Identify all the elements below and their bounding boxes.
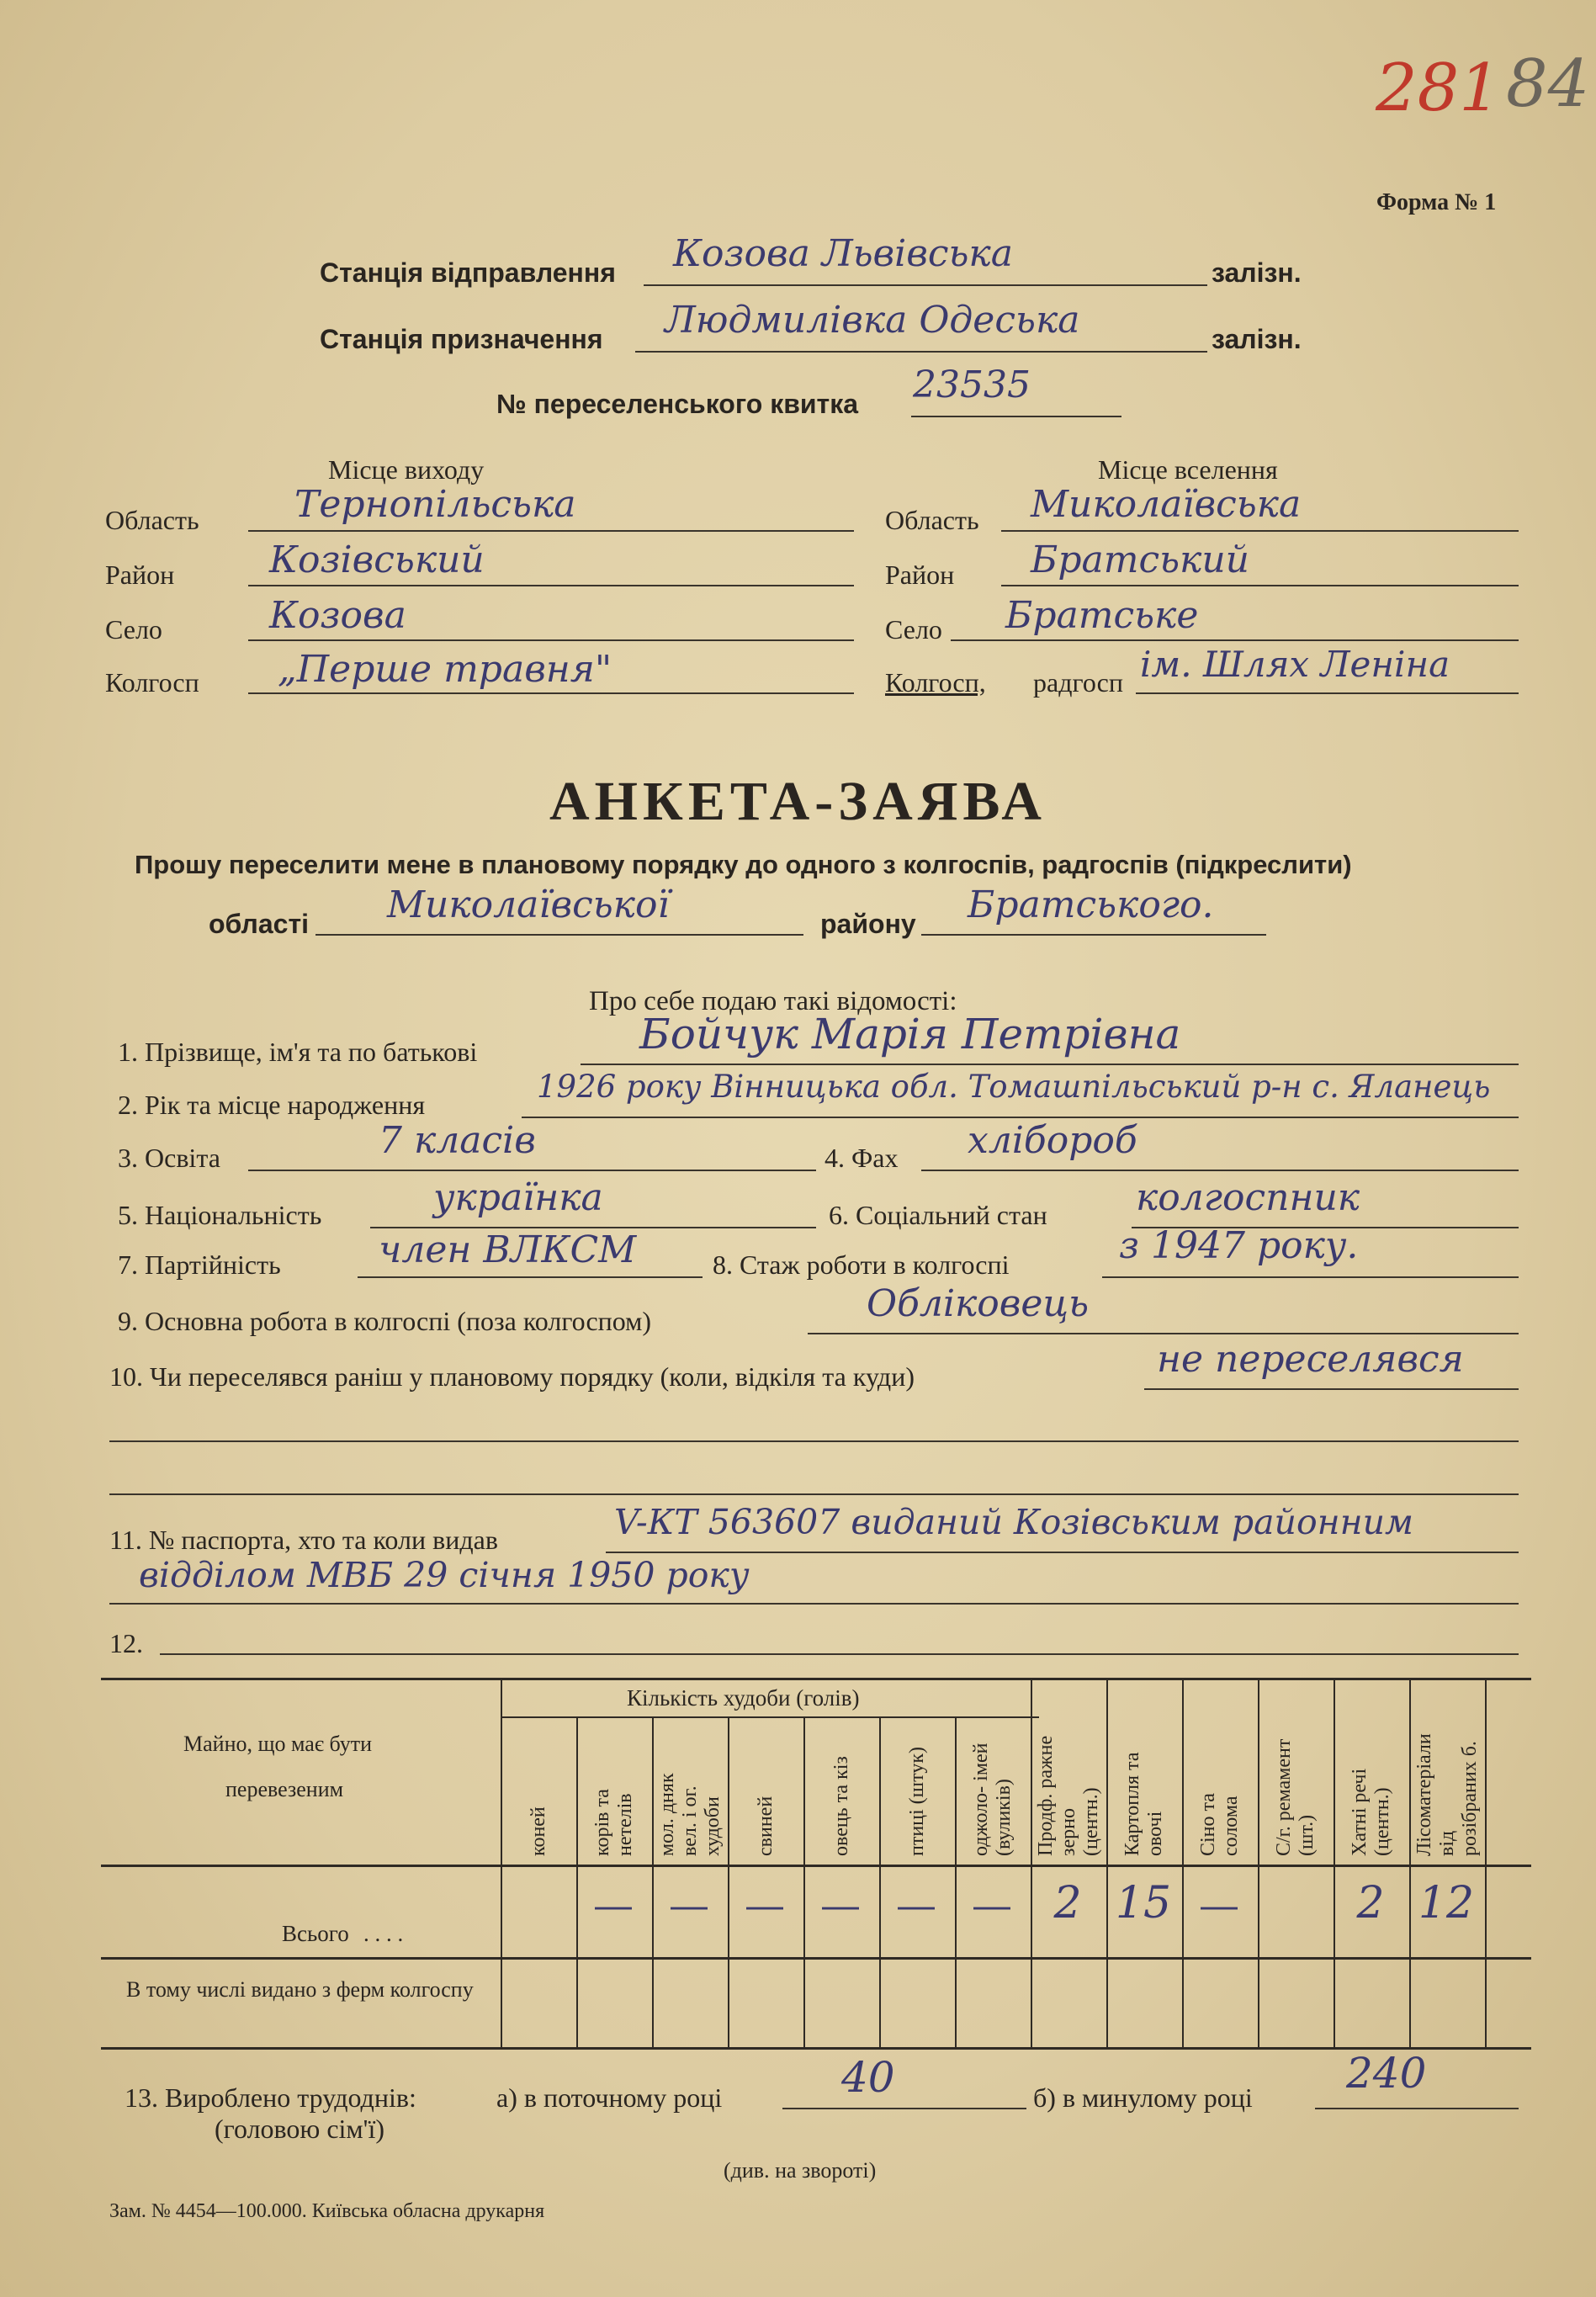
row-farm-label: В тому числі видано з ферм колгоспу: [126, 1977, 474, 2002]
q6-label: 6. Соціальний стан: [829, 1200, 1047, 1230]
q12-label: 12.: [109, 1628, 143, 1658]
q1-value: Бойчук Марія Петрівна: [639, 1010, 1181, 1058]
q9-label: 9. Основна робота в колгоспі (поза колгоспом): [118, 1306, 652, 1336]
table-column-header: [755, 1796, 777, 1856]
destination-heading: Місце вселення: [1098, 454, 1278, 485]
table-column-header-line: вел. і ог.: [678, 1785, 701, 1856]
row-total-label: Всього: [282, 1921, 349, 1946]
q5-label: 5. Національність: [118, 1200, 322, 1230]
printer-imprint: Зам. № 4454—100.000. Київська обласна друкарня: [109, 2200, 545, 2222]
q3-label: 3. Освіта: [118, 1143, 220, 1173]
request-text: Прошу переселити мене в плановому порядку до одного з колгоспів, радгоспів (підкреслити): [135, 850, 1352, 879]
q11-label: 11. № паспорта, хто та коли видав: [109, 1525, 498, 1555]
q8-label: 8. Стаж роботи в колгоспі: [713, 1249, 1010, 1280]
table-column-header-line: свиней: [754, 1796, 777, 1856]
origin-oblast-value: Тернопільська: [294, 483, 576, 526]
q9-value: Обліковець: [867, 1282, 1090, 1325]
table-column-header-line: Лісоматеріали: [1413, 1733, 1435, 1856]
origin-raion-label: Район: [105, 560, 175, 590]
dest-selo-value: Братське: [1005, 594, 1199, 637]
dest-raion-label: Район: [885, 560, 955, 590]
origin-selo-value: Козова: [269, 594, 406, 637]
table-column-header-line: від: [1435, 1830, 1458, 1856]
table-column-header: [656, 1773, 724, 1856]
table-column-divider: [576, 1716, 578, 2047]
table-column-header-line: Хатні речі: [1349, 1768, 1371, 1856]
table-column-divider: [728, 1716, 729, 2047]
table-column-divider: [1182, 1678, 1184, 2047]
table-column-header: [1121, 1753, 1167, 1857]
request-oblast-value: Миколаївської: [387, 883, 670, 926]
table-column-header-line: розібраних б.: [1458, 1741, 1481, 1856]
q10-value: не переселявся: [1157, 1338, 1464, 1381]
origin-heading: Місце виходу: [328, 454, 485, 485]
form-title: АНКЕТА-ЗАЯВА: [549, 771, 1047, 832]
ticket-label: № переселенського квитка: [496, 389, 859, 419]
table-column-header: [906, 1747, 929, 1856]
table-total-cell: —: [822, 1885, 859, 1926]
table-column-header: [1273, 1739, 1318, 1856]
table-column-divider: [1409, 1678, 1411, 2047]
livestock-group-header: Кількість худоби (голів): [627, 1685, 860, 1711]
ticket-value: 23535: [913, 363, 1031, 406]
q1-label: 1. Прізвище, ім'я та по батькові: [118, 1037, 478, 1067]
table-column-header-line: коней: [527, 1806, 549, 1856]
table-total-cell: 12: [1418, 1878, 1475, 1928]
workdays-current-label: а) в поточному році: [496, 2082, 723, 2113]
q7-value: член ВЛКСМ: [379, 1228, 637, 1271]
row-total-dots: . . . .: [363, 1921, 404, 1946]
workdays-sub: (головою сім'ї): [215, 2114, 384, 2144]
dest-oblast-label: Область: [885, 505, 979, 535]
dest-selo-label: Село: [885, 614, 942, 645]
table-column-divider: [1334, 1678, 1335, 2047]
table-column-header-line: Продф. ражне: [1034, 1735, 1057, 1856]
workdays-last-value: 240: [1346, 2049, 1427, 2098]
table-column-divider: [803, 1716, 805, 2047]
table-column-header-line: птиці (штук): [905, 1747, 928, 1856]
request-oblast-label: області: [209, 909, 309, 939]
q2-label: 2. Рік та місце народження: [118, 1090, 426, 1120]
archive-number-pencil: 84: [1506, 46, 1590, 122]
table-column-header-line: оджоло- імей: [970, 1743, 992, 1856]
table-column-header-line: зерно: [1057, 1808, 1079, 1856]
table-total-cell: 15: [1115, 1878, 1172, 1928]
table-column-header-line: (шт.): [1296, 1814, 1318, 1856]
table-column-header: [528, 1806, 550, 1856]
property-header-2: перевезеним: [225, 1777, 344, 1801]
request-raion-label: району: [820, 909, 916, 939]
table-column-header: [1413, 1733, 1482, 1856]
table-column-divider: [1258, 1678, 1259, 2047]
table-column-header-line: корів та: [591, 1789, 613, 1856]
q7-label: 7. Партійність: [118, 1249, 281, 1280]
table-column-divider: [1031, 1678, 1032, 2047]
table-column-header-line: мол. дняк: [655, 1773, 678, 1856]
table-column-header-line: С/г. ремамент: [1273, 1738, 1295, 1856]
table-total-cell: 2: [1356, 1878, 1385, 1928]
table-total-cell: —: [595, 1885, 632, 1926]
table-column-header-line: овочі: [1144, 1811, 1166, 1856]
table-column-divider: [955, 1716, 957, 2047]
table-column-header-line: худоби: [701, 1796, 724, 1856]
departure-label: Станція відправлення: [320, 257, 616, 288]
q2-value: 1926 року Вінницька обл. Томашпільський р-н с. Яланець: [537, 1069, 1491, 1105]
table-column-header-line: солома: [1220, 1796, 1242, 1856]
dest-oblast-value: Миколаївська: [1031, 483, 1302, 526]
q6-value: колгоспник: [1136, 1176, 1360, 1219]
table-column-divider: [652, 1716, 654, 2047]
table-column-header-line: овець та кіз: [830, 1756, 852, 1856]
table-total-cell: —: [671, 1885, 708, 1926]
table-column-header: [591, 1789, 637, 1856]
workdays-label: 13. Вироблено трудоднів:: [125, 2082, 416, 2113]
table-column-divider: [501, 1678, 502, 2047]
table-column-header: [830, 1756, 853, 1856]
q10-label: 10. Чи переселявся раніш у плановому порядку (коли, відкіля та куди): [109, 1361, 915, 1392]
q11-value-2: відділом МВБ 29 січня 1950 року: [139, 1555, 750, 1595]
table-column-header-line: нетелів: [614, 1793, 636, 1856]
q3-value: 7 класів: [379, 1119, 536, 1162]
table-column-header-line: (центн.): [1371, 1787, 1393, 1856]
table-column-header-line: (центн.): [1079, 1787, 1102, 1856]
request-raion-value: Братського.: [968, 883, 1214, 926]
dest-kolhosp-label: Колгосп,: [885, 667, 986, 698]
origin-kolhosp-value: „Перше травня": [278, 648, 612, 691]
archive-number-red: 281: [1376, 50, 1501, 126]
destination-value: Людмилівка Одеська: [665, 299, 1080, 342]
table-total-cell: —: [1201, 1885, 1238, 1926]
table-total-cell: 2: [1053, 1878, 1082, 1928]
table-column-header-line: Сіно та: [1197, 1793, 1219, 1856]
table-total-cell: —: [973, 1885, 1010, 1926]
dest-raion-value: Братський: [1031, 538, 1250, 581]
origin-oblast-label: Область: [105, 505, 199, 535]
table-column-divider: [1106, 1678, 1108, 2047]
q11-value: V-КТ 563607 виданий Козівським районним: [614, 1502, 1414, 1542]
property-header: Майно, що має бути: [183, 1732, 372, 1756]
table-total-cell: —: [898, 1885, 935, 1926]
q8-value: з 1947 року.: [1119, 1224, 1359, 1267]
workdays-last-label: б) в минулому році: [1033, 2082, 1253, 2113]
workdays-current-value: 40: [841, 2053, 895, 2102]
footer-note: (див. на звороті): [724, 2158, 877, 2183]
destination-label: Станція призначення: [320, 324, 603, 354]
table-column-divider: [1485, 1678, 1487, 2047]
form-number: Форма № 1: [1376, 189, 1497, 215]
origin-raion-value: Козівський: [269, 538, 485, 581]
rail-suffix-1: залізн.: [1212, 257, 1302, 288]
dest-kolhosp-value: ім. Шлях Леніна: [1140, 644, 1450, 685]
rail-suffix-2: залізн.: [1212, 324, 1302, 354]
q4-label: 4. Фах: [825, 1143, 899, 1173]
table-column-header-line: Картопля та: [1121, 1752, 1143, 1856]
table-column-header: [970, 1743, 1015, 1856]
q4-value: хлібороб: [968, 1119, 1137, 1162]
table-column-header: [1197, 1793, 1243, 1856]
origin-selo-label: Село: [105, 614, 162, 645]
table-column-divider: [879, 1716, 881, 2047]
origin-kolhosp-label: Колгосп: [105, 667, 199, 698]
departure-value: Козова Львівська: [673, 232, 1013, 275]
table-total-cell: —: [746, 1885, 783, 1926]
dest-radhosp-label: радгосп: [1033, 667, 1123, 698]
q5-value: українка: [433, 1176, 603, 1219]
intro-text: Про себе подаю такі відомості:: [589, 986, 957, 1016]
table-column-header-line: (вуликів): [993, 1779, 1015, 1856]
table-column-header: [1349, 1769, 1394, 1856]
table-column-header: [1035, 1736, 1103, 1856]
